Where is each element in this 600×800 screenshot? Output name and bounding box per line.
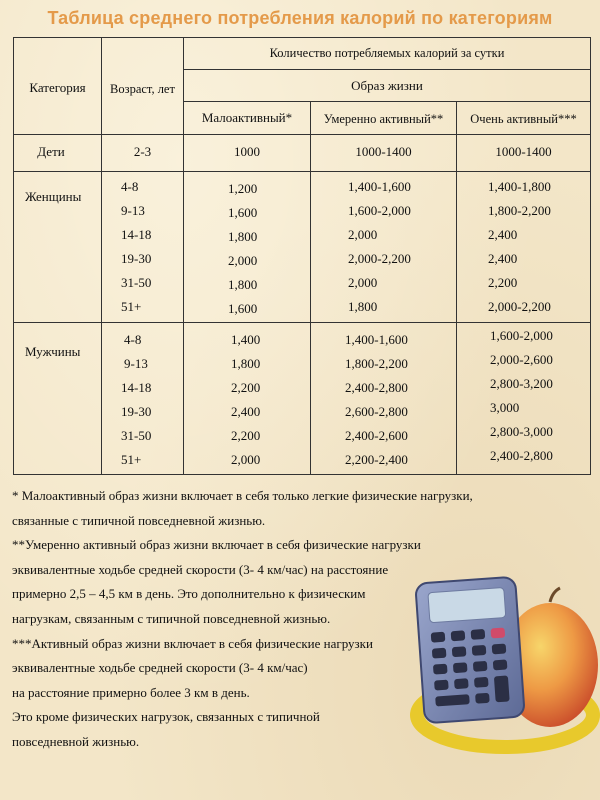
women-age: 19-30 <box>121 251 152 266</box>
men-low: 1,800 <box>231 356 261 371</box>
header-low-activity: Малоактивный* <box>201 110 293 125</box>
page-title: Таблица среднего потребления калорий по категориям <box>47 8 553 28</box>
footnote-line: примерно 2,5 – 4,5 км в день. Это дополнительно к физическим <box>12 586 366 602</box>
men-high: 2,400-2,800 <box>490 448 553 463</box>
men-high: 2,800-3,000 <box>490 424 553 439</box>
footnote-line: связанные с типичной повседневной жизнью. <box>12 512 266 528</box>
row-divider <box>184 69 590 70</box>
women-high: 2,400 <box>488 227 518 242</box>
men-low: 2,000 <box>231 452 261 467</box>
row-divider <box>14 134 590 135</box>
men-moderate: 2,400-2,800 <box>345 380 408 395</box>
header-category: Категория <box>29 80 86 95</box>
row-divider <box>184 101 590 102</box>
footnote-line: нагрузкам, связанным с типичной повседневной жизнью. <box>12 610 331 626</box>
men-moderate: 2,400-2,600 <box>345 428 408 443</box>
men-age: 9-13 <box>124 356 148 371</box>
men-high: 2,000-2,600 <box>490 352 553 367</box>
men-age: 14-18 <box>121 380 152 395</box>
column-divider <box>101 38 102 475</box>
women-moderate: 2,000 <box>348 227 378 242</box>
children-moderate: 1000-1400 <box>355 144 412 159</box>
women-low: 1,800 <box>228 229 258 244</box>
women-moderate: 1,800 <box>348 299 378 314</box>
calculator-icon <box>415 577 525 724</box>
row-divider <box>14 171 590 172</box>
row-divider <box>14 322 590 323</box>
women-low: 1,600 <box>228 301 258 316</box>
header-age: Возраст, лет <box>110 82 175 96</box>
children-high: 1000-1400 <box>495 144 552 159</box>
category-women: Женщины <box>25 189 82 204</box>
women-high: 2,400 <box>488 251 518 266</box>
men-high: 2,800-3,200 <box>490 376 553 391</box>
footnote-line: эквивалентные ходьбе средней скорости (3- 4 км/час) <box>12 660 308 676</box>
women-age: 14-18 <box>121 227 152 242</box>
category-men: Мужчины <box>25 344 81 359</box>
category-children: Дети <box>37 144 65 159</box>
children-low: 1000 <box>234 144 260 159</box>
footnote-line: Это кроме физических нагрузок, связанных с типичной <box>12 709 320 725</box>
footnote-line: * Малоактивный образ жизни включает в себя только легкие физические нагрузки, <box>12 488 473 503</box>
footnote-line: повседневной жизнью. <box>12 733 140 749</box>
women-age: 51+ <box>121 299 142 314</box>
men-high: 1,600-2,000 <box>490 328 553 343</box>
men-low: 1,400 <box>231 332 261 347</box>
header-high-activity: Очень активный*** <box>470 112 577 126</box>
women-age: 9-13 <box>121 203 145 218</box>
women-age: 4-8 <box>121 179 139 194</box>
men-low: 2,400 <box>231 404 261 419</box>
header-moderate-activity: Умеренно активный** <box>323 112 444 126</box>
men-low: 2,200 <box>231 428 261 443</box>
footnote-line: ***Активный образ жизни включает в себя физические нагрузки <box>12 635 373 651</box>
footnote-line: на расстояние примерно более 3 км в день. <box>12 684 250 700</box>
men-age: 51+ <box>121 452 142 467</box>
women-moderate: 1,400-1,600 <box>348 179 411 194</box>
header-calories: Количество потребляемых калорий за сутки <box>269 46 505 60</box>
header-lifestyle: Образ жизни <box>351 78 423 93</box>
women-high: 2,000-2,200 <box>488 299 551 314</box>
women-low: 1,200 <box>228 181 258 196</box>
women-low: 2,000 <box>228 253 258 268</box>
men-age: 19-30 <box>121 404 152 419</box>
men-age: 4-8 <box>124 332 142 347</box>
women-moderate: 1,600-2,000 <box>348 203 411 218</box>
men-age: 31-50 <box>121 428 152 443</box>
women-moderate: 2,000-2,200 <box>348 251 411 266</box>
women-high: 1,400-1,800 <box>488 179 551 194</box>
women-low: 1,600 <box>228 205 258 220</box>
men-moderate: 2,200-2,400 <box>345 452 408 467</box>
men-low: 2,200 <box>231 380 261 395</box>
women-high: 1,800-2,200 <box>488 203 551 218</box>
footnote-line: **Умеренно активный образ жизни включает в себя физические нагрузки <box>12 537 421 553</box>
women-high: 2,200 <box>488 275 518 290</box>
men-moderate: 1,800-2,200 <box>345 356 408 371</box>
footnote-line: эквивалентные ходьбе средней скорости (3- 4 км/час) на расстояние <box>12 561 389 577</box>
women-age: 31-50 <box>121 275 152 290</box>
women-low: 1,800 <box>228 277 258 292</box>
men-moderate: 1,400-1,600 <box>345 332 408 347</box>
footnotes <box>12 484 473 755</box>
column-divider <box>183 38 184 475</box>
men-moderate: 2,600-2,800 <box>345 404 408 419</box>
children-age: 2-3 <box>133 144 152 159</box>
calorie-table <box>13 37 591 475</box>
calculator-apple-illustration <box>410 570 600 800</box>
men-high: 3,000 <box>490 400 520 415</box>
women-moderate: 2,000 <box>348 275 378 290</box>
